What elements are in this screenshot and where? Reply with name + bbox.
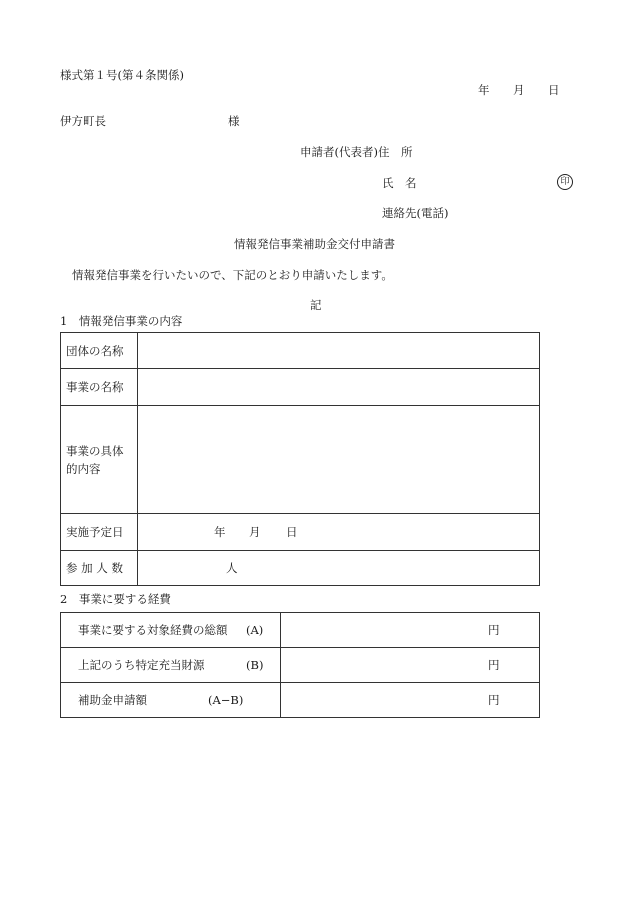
table-row — [61, 551, 540, 586]
applicant-address-label: 申請者(代表者)住 所 — [300, 145, 413, 159]
subsidy-amount-label: 補助金申請額 — [78, 693, 147, 707]
project-details-label-line1: 事業の具体 — [66, 443, 124, 458]
project-details-table — [60, 332, 540, 586]
table-row — [61, 369, 540, 406]
table-row — [61, 613, 540, 648]
project-name-field[interactable] — [138, 369, 540, 406]
total-expense-label-cell — [61, 613, 281, 648]
section1-heading: 1 情報発信事業の内容 — [60, 314, 183, 328]
date-year-label: 年 — [478, 83, 490, 97]
group-name-label: 団体の名称 — [61, 333, 138, 369]
subsidy-amount-field[interactable] — [281, 683, 540, 718]
date-day-label: 日 — [548, 83, 560, 97]
project-details-label — [61, 406, 138, 514]
seal-mark-icon: 印 — [557, 174, 573, 190]
specific-funds-label: 上記のうち特定充当財源 — [78, 658, 205, 672]
project-details-label-line2: 的内容 — [66, 461, 101, 476]
total-expense-code: (A) — [246, 623, 264, 637]
participants-field[interactable] — [138, 551, 540, 586]
scheduled-date-year: 年 — [214, 525, 226, 539]
project-name-label: 事業の名称 — [61, 369, 138, 406]
table-row — [61, 648, 540, 683]
scheduled-date-label: 実施予定日 — [61, 514, 138, 551]
table-row — [61, 406, 540, 514]
subsidy-amount-code: (A−B) — [208, 693, 244, 707]
scheduled-date-field[interactable] — [138, 514, 540, 551]
document-title: 情報発信事業補助金交付申請書 — [234, 237, 395, 251]
specific-funds-label-cell — [61, 648, 281, 683]
addressee-name: 伊方町長 — [60, 114, 106, 128]
intro-text: 情報発信事業を行いたいので、下記のとおり申請いたします。 — [72, 268, 393, 282]
group-name-field[interactable] — [138, 333, 540, 369]
section2-heading: 2 事業に要する経費 — [60, 592, 171, 606]
date-month-label: 月 — [513, 83, 525, 97]
total-expense-unit: 円 — [488, 623, 500, 637]
applicant-contact-label: 連絡先(電話) — [382, 206, 449, 220]
expenses-table — [60, 612, 540, 718]
participants-label: 参 加 人 数 — [61, 551, 138, 586]
total-expense-field[interactable] — [281, 613, 540, 648]
addressee-honorific: 様 — [228, 114, 240, 128]
table-row — [61, 514, 540, 551]
table-row — [61, 683, 540, 718]
project-details-field[interactable] — [138, 406, 540, 514]
scheduled-date-month: 月 — [249, 525, 261, 539]
table-row — [61, 333, 540, 369]
total-expense-label: 事業に要する対象経費の総額 — [78, 623, 228, 637]
specific-funds-code: (B) — [246, 658, 264, 672]
subsidy-amount-unit: 円 — [488, 693, 500, 707]
applicant-name-label: 氏 名 — [382, 176, 417, 190]
subsidy-amount-label-cell — [61, 683, 281, 718]
form-number: 様式第１号(第４条関係) — [60, 68, 184, 82]
participants-unit: 人 — [226, 561, 238, 575]
ki-label: 記 — [310, 298, 322, 312]
scheduled-date-day: 日 — [286, 525, 298, 539]
specific-funds-unit: 円 — [488, 658, 500, 672]
specific-funds-field[interactable] — [281, 648, 540, 683]
